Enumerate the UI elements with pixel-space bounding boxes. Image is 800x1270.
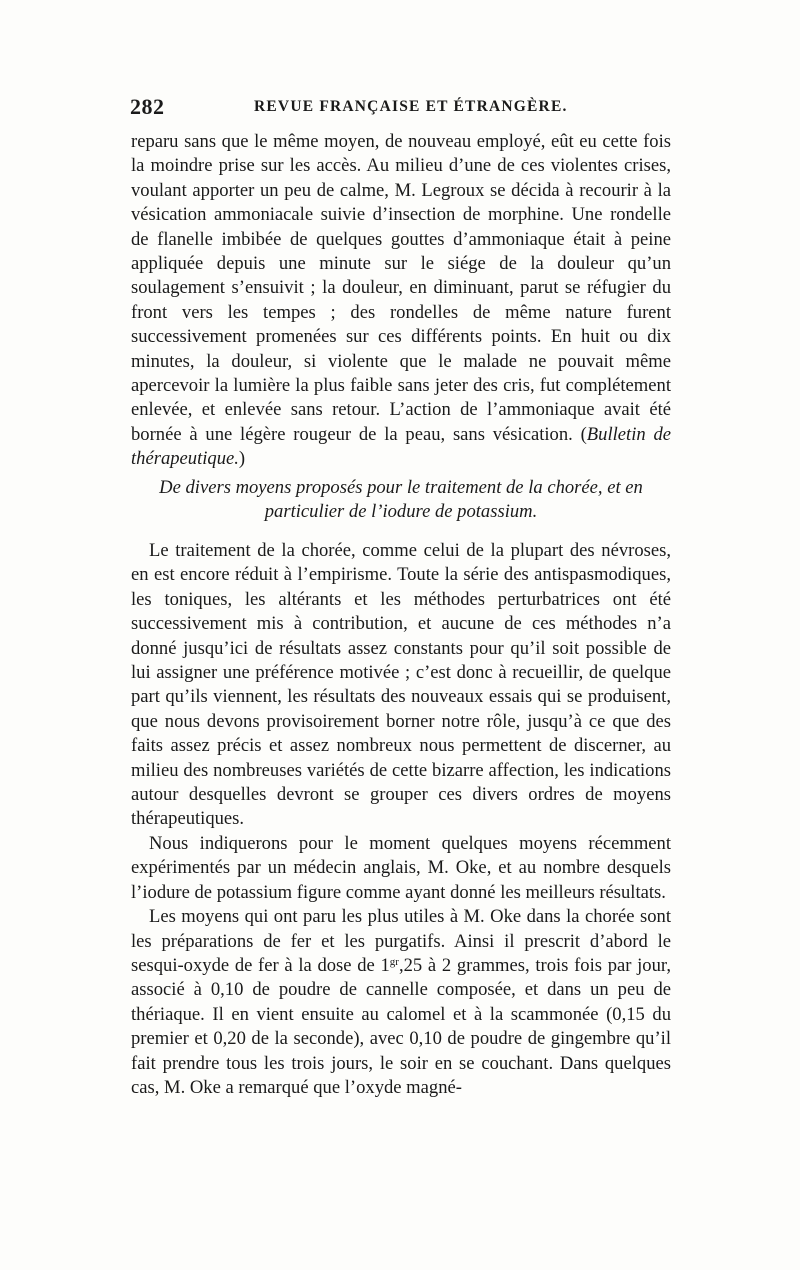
paragraph-text: reparu sans que le même moyen, de nouveau employé, eût eu cette fois la moindre prise sur les accès. Au milieu d’une de ces violentes crises, voulant apporter un peu de calme, M. Legroux se décida à recourir à la vésication ammoniacale suivie d’insection de morphine. Une rondelle de flanelle imbibée de quelques gouttes d’ammoniaque était à peine appliquée depuis une minute sur le siége de la douleur qu’un soulagement s’ensuivit ; la douleur, en diminuant, parut se réfugier du front vers les tempes ; des rondelles de même nature furent successivement promenées sur ces différents points. En huit ou dix minutes, la douleur, si violente que le malade ne pouvait même apercevoir la lumière la plus faible sans jeter des cris, fut complétement enlevée, et enlevée sans retour. L’action de l’ammoniaque avait été bornée à une légère rougeur de la peau, sans vésication.	[131, 131, 671, 445]
section-title: De divers moyens proposés pour le traitement de la chorée, et en particulier de l’iodure de potassium.	[159, 477, 643, 523]
running-head: REVUE FRANÇAISE ET ÉTRANGÈRE.	[254, 98, 568, 115]
paragraph-iron-purgatives	[131, 905, 671, 1100]
citation-open-paren: (	[580, 423, 587, 445]
article-body	[131, 539, 671, 1100]
citation-close-paren: )	[238, 448, 246, 470]
dose-text-after: ,25 à 2 grammes, trois fois par jour, associé à 0,10 de poudre de cannelle composée, et dans un peu de thériaque. Il en vient ensuite au calomel et à la scammonée (0,15 du premier et 0,20 de la seconde), avec 0,10 de poudre de gingembre qu’il fait prendre tous les trois jours, le soir en se couchant. Dans quelques cas, M. Oke a remarqué que l’oxyde magné-	[131, 954, 671, 1098]
page-number: 282	[130, 94, 165, 119]
paragraph-body	[131, 130, 671, 472]
paragraph-continued	[131, 130, 671, 472]
page-header	[130, 94, 670, 124]
paragraph-chorea-treatment: Le traitement de la chorée, comme celui de la plupart des névroses, en est encore réduit à l’empirisme. Toute la série des antispasmodiques, les toniques, les altérants et les méthodes perturbatrices ont été successivement mis à contribution, et aucune de ces méthodes n’a donné jusqu’ici de résultats assez constants pour qu’il soit possible de lui assigner une préférence motivée ; c’est donc à recueillir, de quelque part qu’ils viennent, les résultats des nouveaux essais qui se produisent, que nous devons provisoirement borner notre rôle, jusqu’à ce que des faits assez précis et assez nombreux nous permettent de discerner, au milieu des nombreuses variétés de cette bizarre affection, les indications autour desquelles devront se grouper ces divers ordres de moyens thérapeutiques.	[131, 540, 671, 830]
citation-source: Bulletin de thérapeutique.	[131, 423, 672, 470]
dose-text-before: Les moyens qui ont paru les plus utiles à M. Oke dans la chorée sont les préparations de fer et les purgatifs. Ainsi il prescrit d’abord le sesqui-oxyde de fer à la dose de 1	[131, 906, 671, 976]
dose-unit: gr	[389, 955, 399, 968]
paragraph-oke-methods: Nous indiquerons pour le moment quelques moyens récemment expérimentés par un médecin anglais, M. Oke, et au nombre desquels l’iodure de potassium figure comme ayant donné les meilleurs résultats.	[131, 832, 671, 903]
